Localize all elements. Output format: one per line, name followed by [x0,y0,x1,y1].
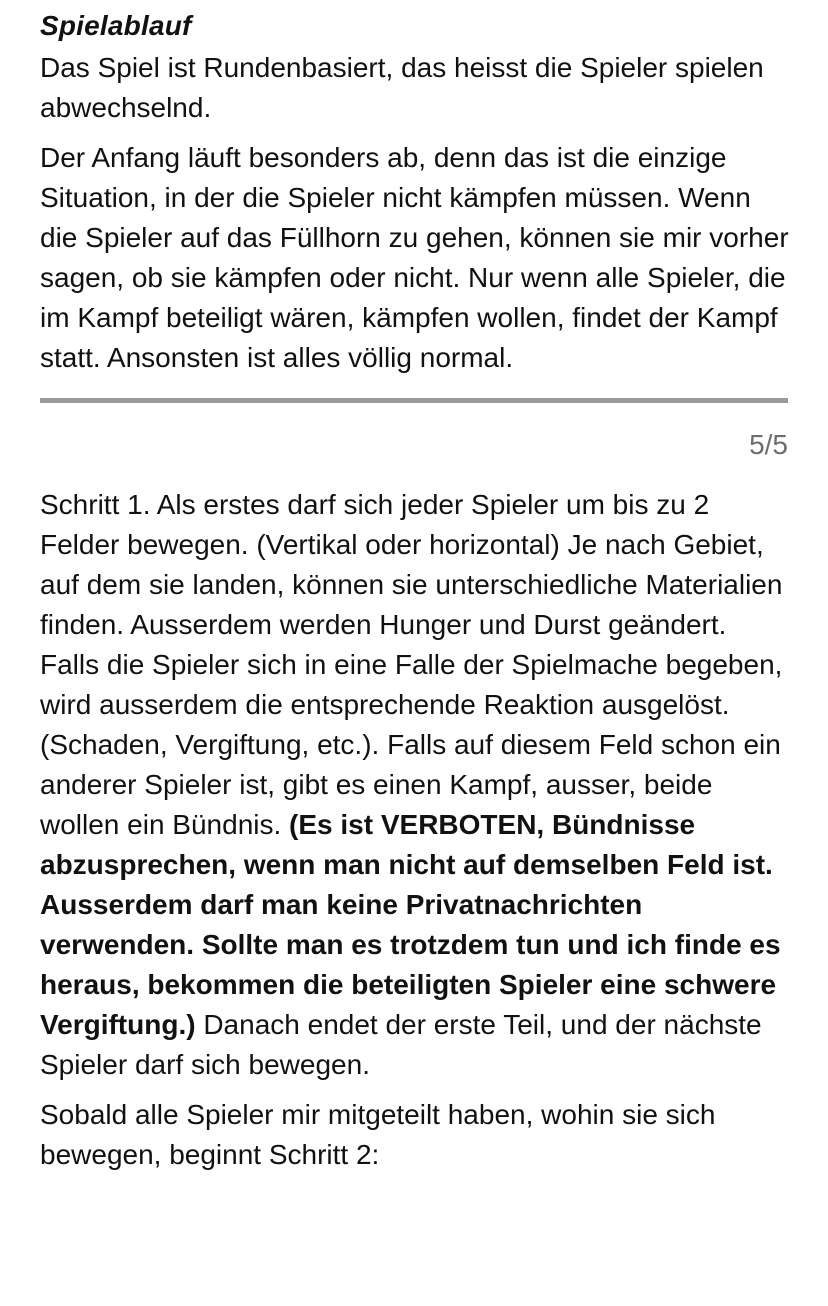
document-page [40,0,792,1175]
step1-bold-warning: (Es ist VERBOTEN, Bündnisse abzusprechen, wenn man nicht auf demselben Feld ist. Ausserdem darf man keine Privatnachrichten verwenden. Sollte man es trotzdem tun und ich finde es heraus, bekommen die beteiligten Spieler eine schwere Vergiftung.) [40,809,781,1040]
step1-text: Schritt 1. Als erstes darf sich jeder Spieler um bis zu 2 Felder bewegen. (Vertikal oder horizontal) Je nach Gebiet, auf dem sie landen, können sie unterschiedliche Materialien finden. Ausserdem werden Hunger und Durst geändert. Falls die Spieler sich in eine Falle der Spielmache begeben, wird ausserdem die entsprechende Reaktion ausgelöst. (Schaden, Vergiftung, etc.). Falls auf diesem Feld schon ein anderer Spieler ist, gibt es einen Kampf, ausser, beide wollen ein Bündnis. [40,489,783,840]
page-number: 5/5 [749,429,788,460]
paragraph-step-1 [40,485,792,1085]
section-heading: Spielablauf [40,10,192,41]
page-divider [40,398,788,403]
paragraph-start-rules: Der Anfang läuft besonders ab, denn das ist die einzige Situation, in der die Spieler nicht kämpfen müssen. Wenn die Spieler auf das Füllhorn zu gehen, können sie mir vorher sagen, ob sie kämpfen oder nicht. Nur wenn alle Spieler, die im Kampf beteiligt wären, kämpfen wollen, findet der Kampf statt. Ansonsten ist alles völlig normal. [40,142,789,373]
step1-text-end: Danach endet der erste Teil, und der nächste Spieler darf sich bewegen. [40,1009,762,1080]
paragraph-turn-based: Das Spiel ist Rundenbasiert, das heisst die Spieler spielen abwechselnd. [40,52,764,123]
paragraph-step-2-intro: Sobald alle Spieler mir mitgeteilt haben, wohin sie sich bewegen, beginnt Schritt 2: [40,1099,716,1170]
